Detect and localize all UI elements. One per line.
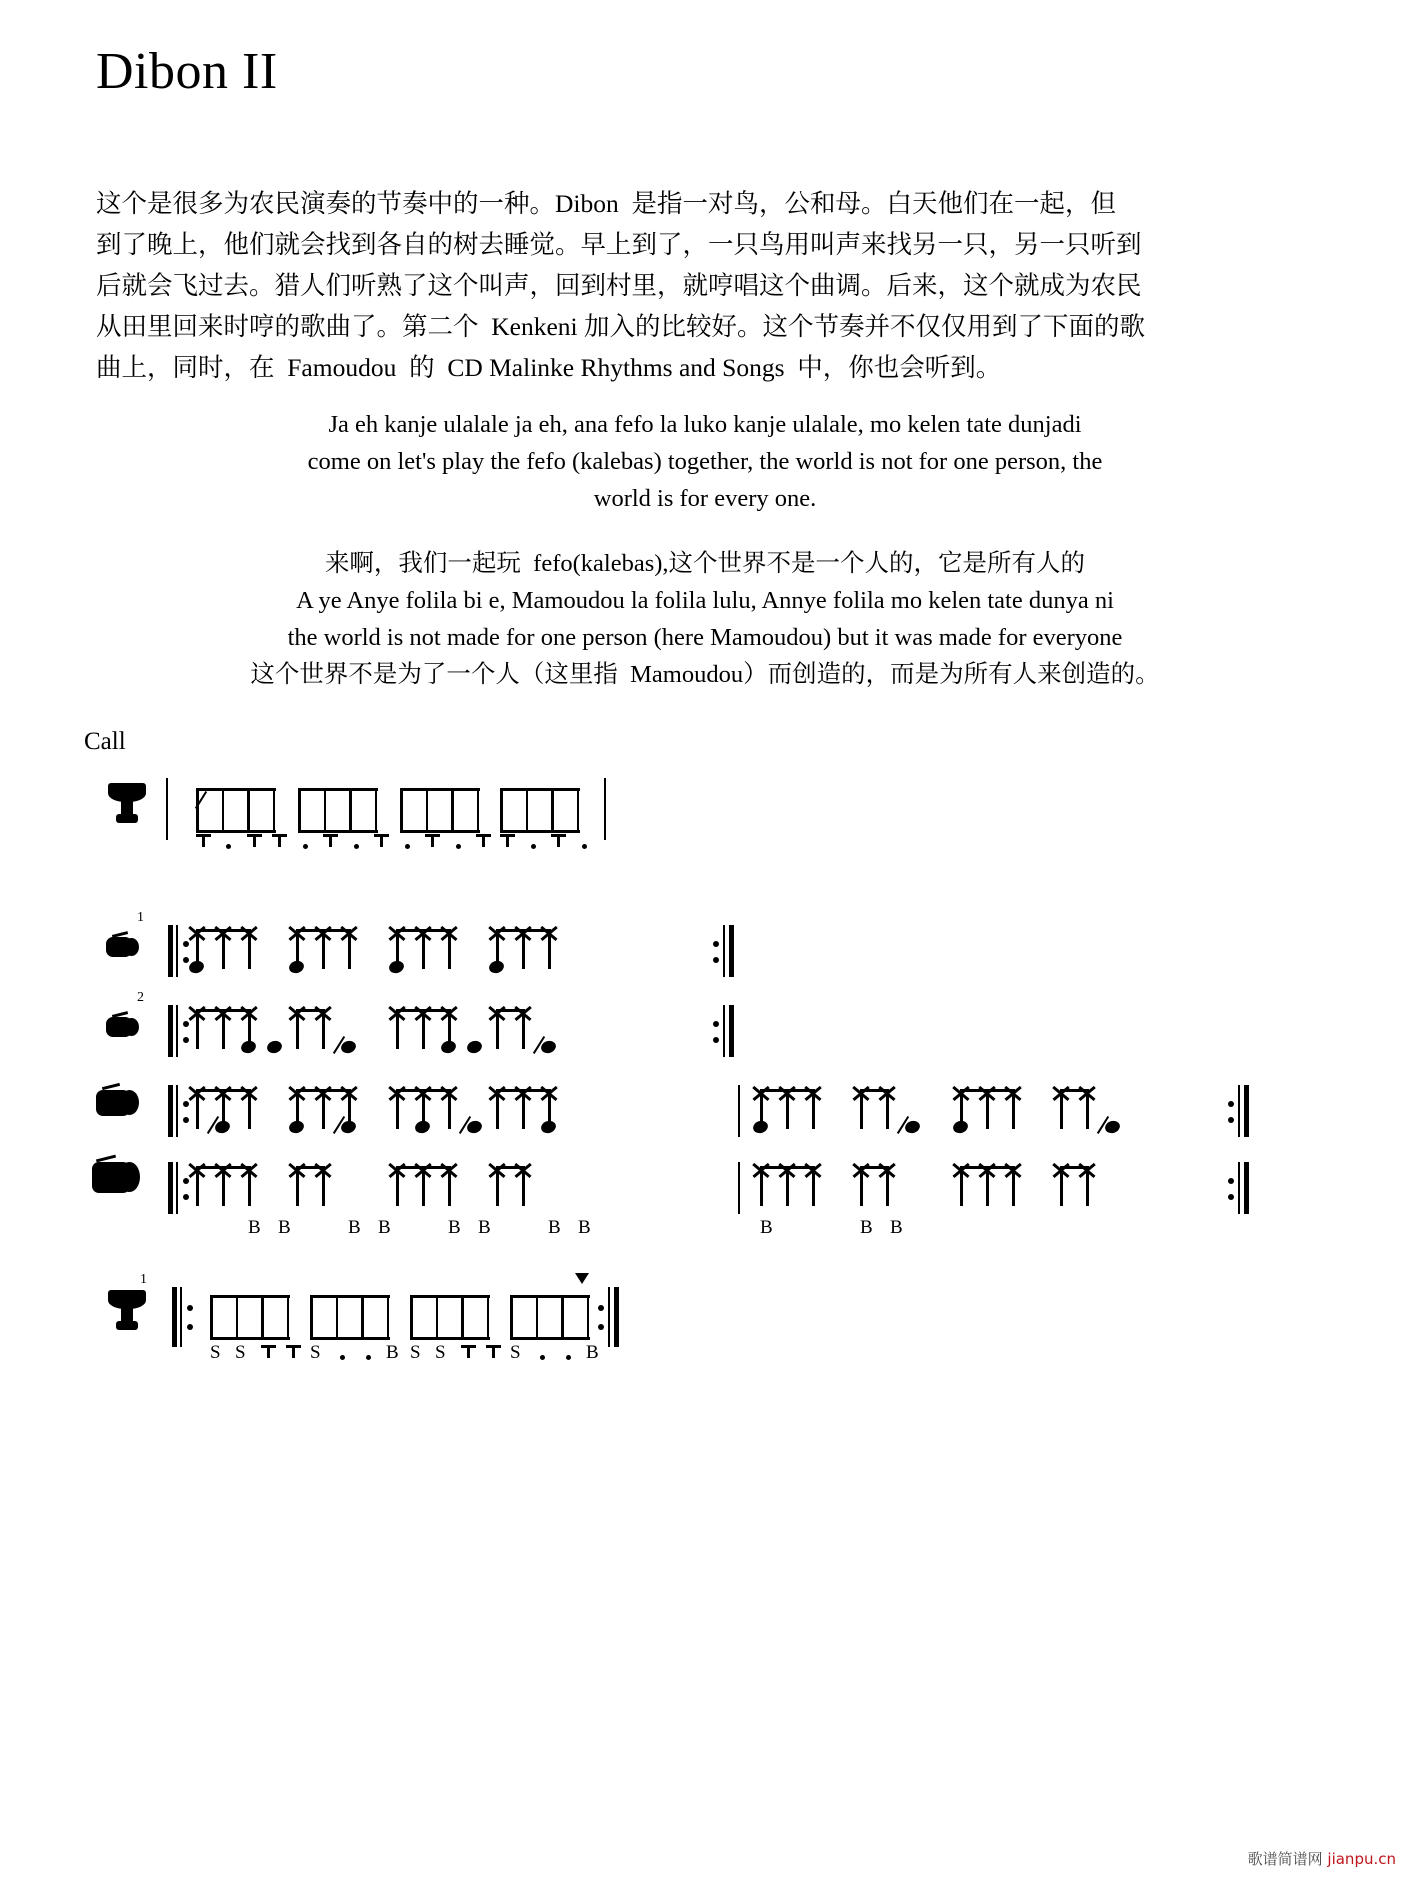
x-notehead — [239, 1003, 259, 1023]
x-notehead — [439, 1003, 459, 1023]
beam — [298, 788, 378, 791]
stem — [236, 1295, 239, 1339]
rest-dot — [354, 844, 359, 849]
note-letter: S — [510, 1342, 521, 1363]
note-letter: B — [278, 1217, 291, 1238]
lyrics-block-second — [0, 545, 1410, 693]
x-notehead — [287, 1160, 307, 1180]
beam — [500, 830, 580, 833]
intro-line: 这个是很多为农民演奏的节奏中的一种。Dibon 是指一对鸟，公和母。白天他们在一起，但 — [96, 189, 1117, 218]
stem — [222, 788, 225, 832]
beam — [410, 1295, 490, 1298]
repeat-barline — [176, 1005, 178, 1057]
rest-dot — [303, 844, 308, 849]
filled-notehead — [466, 1039, 484, 1055]
note-letter: S — [435, 1342, 446, 1363]
x-notehead — [213, 1083, 233, 1103]
t-stem — [278, 834, 281, 847]
note-letter — [286, 1345, 301, 1359]
stem — [487, 1295, 490, 1339]
x-notehead — [313, 1083, 333, 1103]
x-notehead — [439, 1160, 459, 1180]
stem — [451, 788, 454, 832]
stem — [436, 1295, 439, 1339]
stem — [500, 788, 503, 832]
note-letter: B — [478, 1217, 491, 1238]
repeat-dot — [183, 1037, 189, 1043]
filled-notehead — [288, 959, 306, 975]
repeat-dot — [713, 1021, 719, 1027]
repeat-barline — [1238, 1085, 1240, 1137]
staff-kenkeni-1 — [0, 905, 1410, 985]
note-letter — [323, 834, 338, 848]
x-notehead — [977, 1083, 997, 1103]
beam — [510, 1337, 590, 1340]
x-notehead — [313, 1160, 333, 1180]
rest-dot — [531, 844, 536, 849]
t-stem — [380, 834, 383, 847]
repeat-barline — [723, 925, 725, 977]
x-notehead — [239, 923, 259, 943]
repeat-barline — [168, 1162, 173, 1214]
stem — [298, 788, 301, 832]
filled-notehead — [288, 1119, 306, 1135]
repeat-barline — [176, 925, 178, 977]
note-letter — [196, 834, 211, 848]
repeat-dot — [598, 1324, 604, 1330]
x-notehead — [977, 1160, 997, 1180]
x-notehead — [213, 1003, 233, 1023]
x-notehead — [1003, 1083, 1023, 1103]
intro-paragraph — [96, 183, 1258, 388]
x-notehead — [851, 1160, 871, 1180]
repeat-dot — [183, 957, 189, 963]
stem — [400, 788, 403, 832]
staff-call — [0, 760, 1410, 850]
repeat-barline — [172, 1287, 177, 1347]
beam — [400, 830, 480, 833]
x-notehead — [187, 1083, 207, 1103]
note-letter: B — [548, 1217, 561, 1238]
beam — [310, 1337, 390, 1340]
beam — [196, 830, 276, 833]
x-notehead — [803, 1083, 823, 1103]
x-notehead — [413, 1003, 433, 1023]
stem — [426, 788, 429, 832]
lyrics-block-first — [0, 406, 1410, 517]
t-stem — [506, 834, 509, 847]
x-notehead — [539, 1083, 559, 1103]
x-notehead — [387, 1160, 407, 1180]
rest-dot — [340, 1355, 345, 1360]
repeat-dot — [187, 1324, 193, 1330]
rest-dot — [456, 844, 461, 849]
repeat-barline — [168, 1005, 173, 1057]
x-notehead — [751, 1160, 771, 1180]
x-notehead — [187, 1160, 207, 1180]
note-letter: S — [235, 1342, 246, 1363]
rest-dot — [405, 844, 410, 849]
barline — [166, 778, 168, 840]
stem — [247, 788, 250, 832]
x-notehead — [287, 923, 307, 943]
intro-line: 曲上，同时，在 Famoudou 的 CD Malinke Rhythms and Songs 中，你也会听到。 — [96, 353, 1002, 382]
beam — [298, 830, 378, 833]
repeat-dot — [183, 1194, 189, 1200]
stem — [477, 788, 480, 832]
lyric-line: Ja eh kanje ulalale ja eh, ana fefo la luko kanje ulalale, mo kelen tate dunjadi — [328, 411, 1082, 438]
stem — [510, 1295, 513, 1339]
rest-dot — [366, 1355, 371, 1360]
note-letter: S — [410, 1342, 421, 1363]
stem — [461, 1295, 464, 1339]
stem — [410, 1295, 413, 1339]
x-notehead — [877, 1083, 897, 1103]
repeat-barline — [1238, 1162, 1240, 1214]
t-stem — [482, 834, 485, 847]
watermark-text: 歌谱简谱网 — [1247, 1850, 1323, 1868]
stem — [336, 1295, 339, 1339]
note-letter — [425, 834, 440, 848]
note-letter — [500, 834, 515, 848]
note-letter: B — [578, 1217, 591, 1238]
t-stem — [267, 1345, 270, 1358]
note-letter: S — [210, 1342, 221, 1363]
repeat-barline — [180, 1287, 182, 1347]
beam — [410, 1337, 490, 1340]
filled-notehead — [752, 1119, 770, 1135]
note-letter — [261, 1345, 276, 1359]
repeat-barline — [168, 925, 173, 977]
x-notehead — [239, 1160, 259, 1180]
staff-repeat-number: 1 — [137, 910, 144, 925]
repeat-dot — [187, 1305, 193, 1311]
stem — [210, 1295, 213, 1339]
x-notehead — [513, 923, 533, 943]
beam — [210, 1337, 290, 1340]
lyric-line: A ye Anye folila bi e, Mamoudou la folila lulu, Annye folila mo kelen tate dunya ni — [296, 587, 1114, 614]
lyric-line: 来啊，我们一起玩 fefo(kalebas),这个世界不是一个人的，它是所有人的 — [324, 550, 1086, 577]
lyric-line: 这个世界不是为了一个人（这里指 Mamoudou）而创造的，而是为所有人来创造的。 — [250, 661, 1160, 688]
t-stem — [557, 834, 560, 847]
rest-dot — [226, 844, 231, 849]
t-stem — [431, 834, 434, 847]
accent-marker — [575, 1273, 589, 1284]
stem — [375, 788, 378, 832]
x-notehead — [751, 1083, 771, 1103]
repeat-barline — [168, 1085, 173, 1137]
x-notehead — [1051, 1160, 1071, 1180]
x-notehead — [851, 1083, 871, 1103]
staff-sangban — [0, 1065, 1410, 1145]
note-letter — [374, 834, 389, 848]
t-stem — [467, 1345, 470, 1358]
stem — [587, 1295, 590, 1339]
stem — [287, 1295, 290, 1339]
note-letter: B — [448, 1217, 461, 1238]
note-letter: B — [760, 1217, 773, 1238]
page-title: Dibon II — [96, 43, 278, 100]
x-notehead — [187, 1003, 207, 1023]
beam — [400, 788, 480, 791]
note-letter: B — [378, 1217, 391, 1238]
filled-notehead — [240, 1039, 258, 1055]
repeat-dot — [1228, 1117, 1234, 1123]
stem — [196, 788, 199, 832]
staff-repeat-number: 1 — [140, 1272, 147, 1287]
note-letter — [272, 834, 287, 848]
beam — [210, 1295, 290, 1298]
x-notehead — [487, 923, 507, 943]
x-notehead — [387, 1083, 407, 1103]
repeat-dot — [1228, 1194, 1234, 1200]
rest-dot — [566, 1355, 571, 1360]
barline — [738, 1085, 740, 1137]
note-letter: B — [348, 1217, 361, 1238]
x-notehead — [413, 1083, 433, 1103]
note-letter: B — [860, 1217, 873, 1238]
repeat-barline — [1244, 1085, 1249, 1137]
x-notehead — [487, 1083, 507, 1103]
x-notehead — [213, 923, 233, 943]
x-notehead — [487, 1003, 507, 1023]
filled-notehead — [440, 1039, 458, 1055]
x-notehead — [487, 1160, 507, 1180]
x-notehead — [877, 1160, 897, 1180]
filled-notehead — [188, 959, 206, 975]
x-notehead — [539, 923, 559, 943]
stem — [551, 788, 554, 832]
repeat-dot — [713, 941, 719, 947]
x-notehead — [1003, 1160, 1023, 1180]
rest-dot — [582, 844, 587, 849]
t-stem — [202, 834, 205, 847]
x-notehead — [339, 1083, 359, 1103]
note-letter — [551, 834, 566, 848]
note-letter — [486, 1345, 501, 1359]
filled-notehead — [266, 1039, 284, 1055]
x-notehead — [439, 923, 459, 943]
x-notehead — [239, 1083, 259, 1103]
repeat-dot — [183, 1117, 189, 1123]
x-notehead — [777, 1160, 797, 1180]
stem — [361, 1295, 364, 1339]
staff-repeat-number: 2 — [137, 990, 144, 1005]
x-notehead — [387, 1003, 407, 1023]
filled-notehead — [388, 959, 406, 975]
stem — [261, 1295, 264, 1339]
x-notehead — [287, 1003, 307, 1023]
barline — [738, 1162, 740, 1214]
stem — [324, 788, 327, 832]
stem — [577, 788, 580, 832]
t-stem — [329, 834, 332, 847]
x-notehead — [803, 1160, 823, 1180]
filled-notehead — [540, 1119, 558, 1135]
x-notehead — [413, 923, 433, 943]
repeat-barline — [729, 1005, 734, 1057]
x-notehead — [513, 1003, 533, 1023]
beam — [510, 1295, 590, 1298]
repeat-barline — [723, 1005, 725, 1057]
repeat-dot — [1228, 1178, 1234, 1184]
x-notehead — [777, 1083, 797, 1103]
intro-line: 到了晚上，他们就会找到各自的树去睡觉。早上到了，一只鸟用叫声来找另一只，另一只听到 — [96, 230, 1142, 259]
beam — [500, 788, 580, 791]
x-notehead — [513, 1083, 533, 1103]
repeat-dot — [1228, 1101, 1234, 1107]
x-notehead — [1077, 1083, 1097, 1103]
beam — [196, 788, 276, 791]
staff-kenkeni-2 — [0, 985, 1410, 1065]
intro-line: 后就会飞过去。猎人们听熟了这个叫声，回到村里，就哼唱这个曲调。后来，这个就成为农民 — [96, 271, 1142, 300]
x-notehead — [187, 923, 207, 943]
stem — [273, 788, 276, 832]
lyric-line: world is for every one. — [593, 485, 817, 512]
note-letter: B — [248, 1217, 261, 1238]
intro-line: 从田里回来时哼的歌曲了。第二个 Kenkeni 加入的比较好。这个节奏并不仅仅用到了下面的歌 — [96, 312, 1146, 341]
x-notehead — [213, 1160, 233, 1180]
note-letter — [476, 834, 491, 848]
repeat-dot — [713, 1037, 719, 1043]
t-stem — [253, 834, 256, 847]
staff-dundunba — [0, 1140, 1410, 1238]
x-notehead — [951, 1160, 971, 1180]
note-letter: B — [586, 1342, 599, 1363]
x-notehead — [413, 1160, 433, 1180]
lyric-line: come on let's play the fefo (kalebas) together, the world is not for one person, the — [307, 448, 1103, 475]
stem — [310, 1295, 313, 1339]
staff-djembe-accompaniment — [0, 1265, 1410, 1365]
repeat-barline — [608, 1287, 610, 1347]
x-notehead — [951, 1083, 971, 1103]
x-notehead — [313, 1003, 333, 1023]
stem — [561, 1295, 564, 1339]
x-notehead — [1077, 1160, 1097, 1180]
stem — [349, 788, 352, 832]
note-letter — [247, 834, 262, 848]
x-notehead — [287, 1083, 307, 1103]
call-label: Call — [84, 728, 126, 755]
x-notehead — [439, 1083, 459, 1103]
repeat-barline — [1244, 1162, 1249, 1214]
x-notehead — [513, 1160, 533, 1180]
x-notehead — [1051, 1083, 1071, 1103]
x-notehead — [387, 923, 407, 943]
filled-notehead — [952, 1119, 970, 1135]
filled-notehead — [414, 1119, 432, 1135]
watermark-url: jianpu.cn — [1327, 1850, 1396, 1868]
x-notehead — [339, 923, 359, 943]
t-stem — [292, 1345, 295, 1358]
repeat-dot — [713, 957, 719, 963]
stem — [526, 788, 529, 832]
note-letter: S — [310, 1342, 321, 1363]
repeat-barline — [176, 1162, 178, 1214]
beam — [310, 1295, 390, 1298]
note-letter: B — [386, 1342, 399, 1363]
note-letter: B — [890, 1217, 903, 1238]
note-letter — [461, 1345, 476, 1359]
repeat-dot — [598, 1305, 604, 1311]
filled-notehead — [488, 959, 506, 975]
lyric-line: the world is not made for one person (here Mamoudou) but it was made for everyone — [287, 624, 1123, 651]
rest-dot — [540, 1355, 545, 1360]
t-stem — [492, 1345, 495, 1358]
x-notehead — [313, 923, 333, 943]
stem — [536, 1295, 539, 1339]
barline — [604, 778, 606, 840]
watermark-footer — [1248, 1848, 1396, 1869]
repeat-barline — [176, 1085, 178, 1137]
repeat-barline — [614, 1287, 619, 1347]
stem — [387, 1295, 390, 1339]
repeat-barline — [729, 925, 734, 977]
